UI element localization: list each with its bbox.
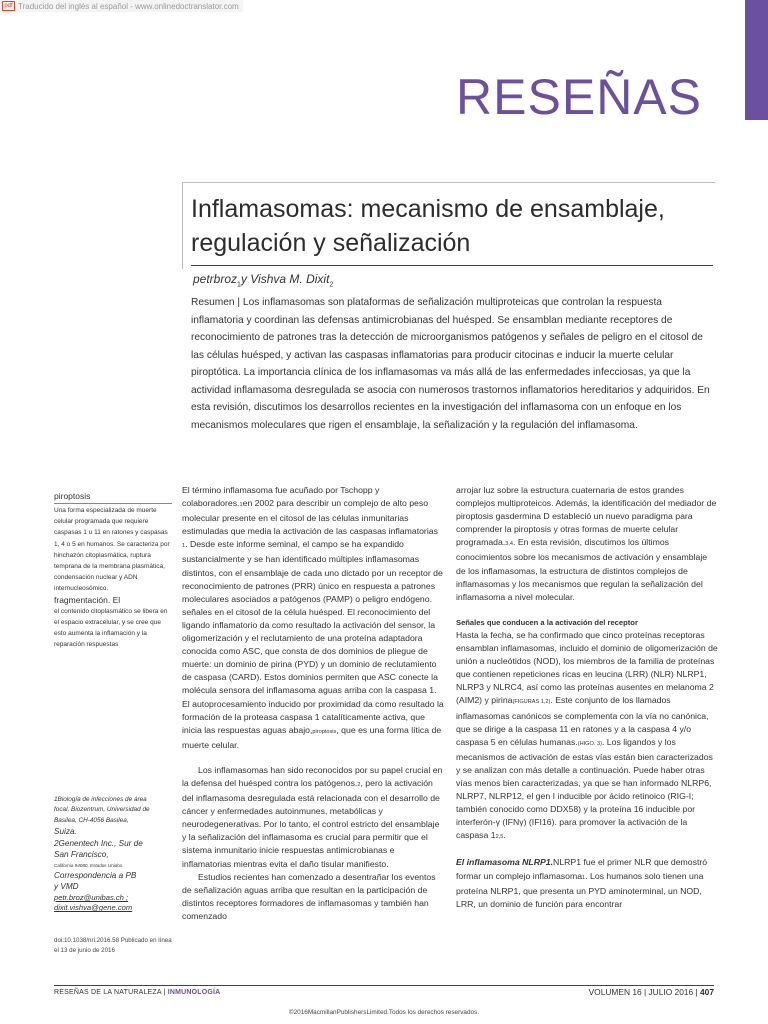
author-1: petrbroz — [193, 272, 238, 286]
affiliations — [54, 795, 174, 914]
affil-2-line-3: California 94080, Estados Unidos. — [54, 862, 124, 868]
citation: 1 — [239, 502, 243, 509]
paragraph — [182, 484, 444, 752]
text-run: , pero la activación del inflamasoma desregulada está relacionada con el desarrollo de cáncer y enfermedades autoinmunes, metabólicas y neurodegenerativas. Por lo tanto, el control estricto del ensamblaje y la señalización del inflamasoma es crucial para permitir que el sistema inmunitario inicie respuestas antimicrobianas e inflamatorias mientras evita el daño tisular manifiesto. — [182, 777, 440, 869]
title-divider — [191, 265, 713, 266]
section-heading: Señales que conducen a la activación del receptor — [456, 617, 638, 627]
body-column-2 — [456, 484, 718, 911]
paragraph: Estudios recientes han comenzado a desentrañar los eventos de señalización aguas arriba que resultan en la participación de distintos receptores formadores de inflamasomas y también han comenzado — [182, 871, 436, 921]
footer-journal-name: INMUNOLOGÍA — [167, 989, 221, 996]
glossary-term-continued: fragmentación. El — [54, 594, 121, 605]
email-link-2[interactable]: dixit.vishva@gene.com — [54, 903, 133, 913]
citation: 3,4 — [505, 541, 514, 548]
pdf-logo-icon: pdf — [2, 1, 15, 11]
text-run: . Los humanos solo tienen una proteína NLRP1, que presenta un PYD aminoterminal, un NOD, LRR, un dominio de función para encontrar — [456, 870, 704, 909]
affil-1-line-4: Suiza. — [54, 827, 77, 837]
glossary-reference: piroptosis — [312, 728, 337, 735]
figure-reference: (FIGURAS 1,2) — [512, 699, 551, 706]
text-run: . Desde este informe seminal, el campo se ha expandido sustancialmente y se han identificado múltiples inflamasomas distintos, con el ensamblaje de cada uno dictado por un receptor de reconocimiento de patrones (PRR) único en respuesta a patrones moleculares asociados a patógenos (PAMP) o peligro endógeno. señales en el citosol de la célula huésped. El reconocimiento del ligando inflamatorio da como resultado la activación del sensor, la oligomerización y el reclutamiento de una proteína adaptadora conocida como ASC, que consta de dos dominios de pliegue de muerte: un dominio de pirina (PYD) y un dominio de reclutamiento de caspasa (CARD). Estos dominios permiten que ASC conecte la molécula sensora del inflamasoma aguas arriba con la caspasa 1. El autoprocesamiento inducido por proximidad da como resultado la formación de la proteasa caspasa 1 catalíticamente activa, que inicia las respuestas aguas abajo, — [182, 539, 444, 735]
email-link-1[interactable]: petr.broz@unibas.ch ; — [54, 892, 129, 902]
copyright-notice: ©2016MacmillanPublishersLimited.Todos los derechos reservados. — [288, 1009, 480, 1016]
text-run: Hasta la fecha, se ha confirmado que cinco proteínas receptoras ensamblan inflamasomas, incluido el dominio de oligomerización de unión a nucleótidos (NOD), los miembros de la familia de proteínas que contienen repeticiones ricas en leucina (LRR) (NLR) NLRP1, NLRP3 y NLRC4, así como las proteínas ausentes en melanoma 2 (AIM2) y pirina — [456, 629, 718, 706]
glossary-sidebar — [54, 490, 174, 651]
text-run: arrojar luz sobre la estructura cuaternaria de estos grandes complejos multiproteicos. Además, la identificación del mediador de piroptosis gasdermina D estableció un nuevo paradigma para comprender la piroptosis y otras formas de muerte celular programada. — [456, 485, 717, 548]
body-column-1 — [182, 484, 444, 923]
text-run: , que es una forma lítica de muerte celular. — [182, 724, 442, 750]
abstract: Resumen | Los inflamasomas son plataformas de señalización multiproteicas que controlan la respuesta inflamatoria y coordinan las defensas antimicrobianas del huésped. Se ensamblan mediante receptores de reconocimiento de patrones tras la detección de microorganismos patógenos y señales de peligro en el citosol de las células huésped, y activan las caspasas inflamatorias para producir citocinas e inducir la muerte celular piroptótica. La importancia clínica de los inflamasomas va más allá de las enfermedades infecciosas, ya que la actividad inflamasoma desregulada se asocia con numerosos trastornos inflamatorios hereditarios y adquiridos. En esta revisión, discutimos los desarrollos recientes en la investigación del inflamasoma con un enfoque en los mecanismos moleculares que rigen el ensamblaje, la señalización y la regulación del inflamasoma. — [191, 297, 710, 431]
text-run: El término inflamasoma fue acuñado por Tschopp y colaboradores. — [182, 485, 380, 509]
figure-reference: (HIGO. 3) — [577, 740, 602, 747]
section-accent-bar — [745, 0, 768, 120]
paragraph — [456, 856, 718, 910]
text-run: . En esta revisión, discutimos los últimos conocimientos sobre los mecanismos de activación y ensamblaje de los inflamasomas, la estructura de distintos complejos de inflamasomas y los mecanismos que regulan la señalización del inflamasoma a nivel molecular. — [456, 537, 708, 602]
author-2: y Vishva M. Dixit — [240, 272, 330, 286]
paragraph — [456, 484, 718, 604]
glossary-definition-continued: el contenido citoplasmático se libera en el espacio extracelular, y se cree que esto aumenta la inflamación y la reparación respuestas — [54, 607, 168, 649]
page-number: 407 — [700, 987, 714, 997]
text-run: Los inflamasomas han sido reconocidos por su papel crucial en la defensa del huésped contra los patógenos. — [182, 764, 443, 788]
article-authors — [193, 272, 333, 288]
footer-issue: VOLUMEN 16 | JULIO 2016 | — [588, 987, 701, 997]
affil-2-line-1: 2Genentech Inc., Sur de — [54, 838, 143, 848]
glossary-rule — [54, 503, 172, 504]
footer-divider — [54, 985, 714, 986]
citation: 1 — [582, 874, 586, 881]
glossary-term: piroptosis — [54, 491, 91, 501]
author-1-affil: 1 — [237, 281, 241, 289]
affil-1-line-1: 1Biología de infecciones de área — [54, 796, 147, 803]
doi-info: doi:10.1038/nri.2016.58 Publicado en línea el 13 de junio de 2016 — [54, 937, 172, 954]
text-run: en 2002 para describir un complejo de alto peso molecular presente en el citosol de las células inmunitarias estimuladas que media la activación de las caspasas inflamatorias — [182, 498, 438, 537]
text-run: . Este conjunto de los llamados inflamasomas canónicos se complementa con la vía no canónica, que se dirige a la caspasa 11 en ratones y a la caspasa 4 y/o caspasa 5 en células humanas. — [456, 695, 709, 747]
correspondence-line-1: Correspondencia a PB — [54, 870, 137, 880]
affil-1-line-2: focal, Biozentrum, Universidad de — [54, 806, 150, 814]
translator-banner[interactable] — [0, 0, 243, 12]
citation: 2 — [357, 781, 361, 788]
run-in-heading: El inflamasoma NLRP1. — [456, 857, 554, 868]
text-run: . — [503, 830, 506, 841]
correspondence-line-2: y VMD — [54, 882, 79, 892]
article-title: Inflamasomas: mecanismo de ensamblaje, regulación y señalización — [191, 195, 665, 257]
author-2-affil: 2 — [329, 281, 334, 289]
footer-publisher: RESEÑAS DE LA NATURALEZA | — [54, 989, 168, 996]
citation: 1 — [182, 543, 186, 550]
citation: 2,5 — [495, 834, 504, 841]
affil-1-line-3: Basilea, CH-4056 Basilea, — [54, 816, 129, 824]
paragraph — [182, 764, 444, 871]
text-run: NLRP1 fue el primer NLR que demostró formar un complejo inflamasoma — [456, 857, 708, 881]
text-run: . Los ligandos y los mecanismos de activación de estas vías están bien caracterizados y se analizan con más detalle a continuación. Puede haber otras vías menos bien caracterizadas, ya que se han informado NLRP6, NLRP7, NLRP12, el gen I inducible por ácido retinoico (RIG-I; también conocido como DDX58) y la proteína 16 inducible por interferón-γ (IFNγ) (IFI16). para promover la activación de la caspasa 1 — [456, 736, 713, 841]
affil-2-line-2: San Francisco, — [54, 850, 109, 860]
glossary-definition: Una forma especializada de muerte celular programada que requiere caspasas 1 u 11 en ratones y caspasas 1, 4 o 5 en humanos. Se caracteriza por hinchazón citoplasmática, ruptura temprana de la membrana plasmática, condensación nuclear y ADN internucleosómico. — [54, 507, 170, 593]
paragraph — [456, 629, 718, 845]
footer-journal — [54, 989, 220, 996]
section-title: RESEÑAS — [456, 69, 702, 125]
footer-volume — [589, 987, 714, 997]
translator-link[interactable]: Traducido del inglés al español - www.onlinedoctranslator.com — [18, 1, 239, 11]
